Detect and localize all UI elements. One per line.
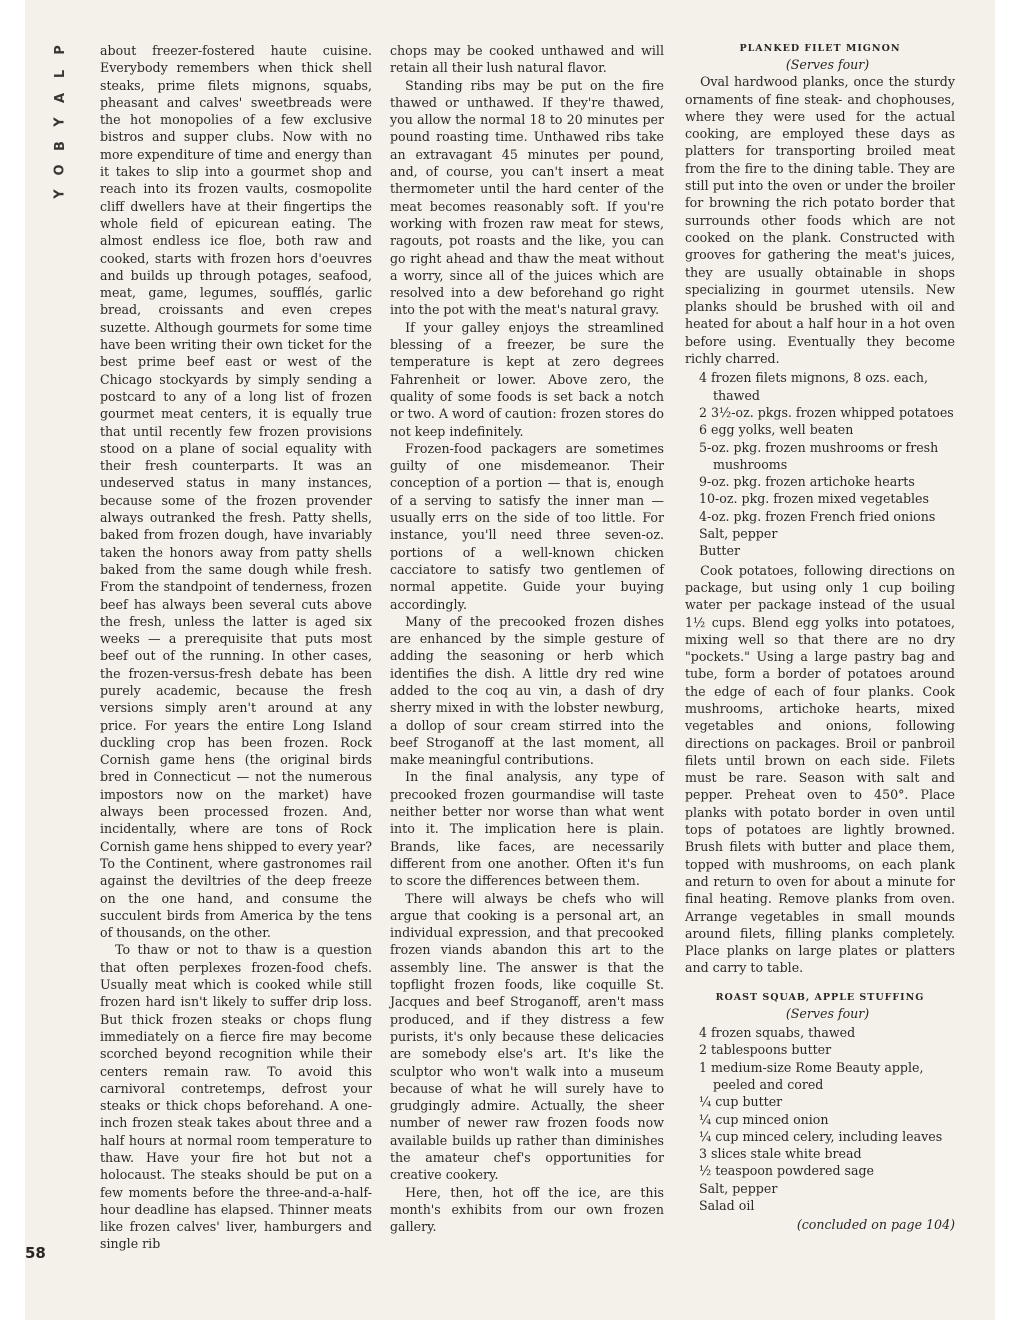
ingredient: ¼ cup minced celery, including leaves [699, 1128, 943, 1144]
masthead [25, 38, 97, 206]
recipe-roast-squab [685, 991, 955, 1234]
masthead-letter: Y [52, 117, 68, 127]
paragraph: There will always be chefs who will argue that cooking is a personal art, an individual expression, and that precooked frozen viands abandon this art to the assembly line. The answer is that the topflight frozen foods, like coquille St. Jacques and beef Stroganoff, aren't mass produced, and if they distress a few purists, it's only because these delicacies are somebody else's art. It's like the sculptor who won't walk into a museum because of what he will surely have to grudgingly admire. Actually, the sheer number of newer raw frozen foods now available builds up rather than diminishes the amateur chef's opportunities for creative cookery. [390, 890, 664, 1183]
masthead-letter: O [53, 164, 68, 176]
ingredient: 6 egg yolks, well beaten [699, 422, 854, 438]
ingredient: 5-oz. pkg. frozen mushrooms or fresh mushrooms [699, 439, 939, 472]
ingredient: 1 medium-size Rome Beauty apple, peeled and cored [699, 1059, 924, 1092]
ingredient: 2 tablespoons butter [699, 1042, 832, 1058]
ingredient: 9-oz. pkg. frozen artichoke hearts [699, 474, 915, 490]
masthead-letter: L [52, 69, 68, 79]
masthead-letter: P [53, 45, 68, 55]
ingredient: 10-oz. pkg. frozen mixed vegetables [699, 491, 929, 507]
recipe-directions: Cook potatoes, following directions on package, but using only 1 cup boiling water per package instead of the usual 1½ cups. Blend egg yolks into potatoes, mixing well so that there are no dry "pockets." Using a large pastry bag and tube, form a border of potatoes around the edge of each of four planks. Cook mushrooms, artichoke hearts, mixed vegetables and onions, following directions on packages. Broil or panbroil filets until brown on each side. Filets must be rare. Season with salt and pepper. Preheat oven to 450°. Place planks with potato border in oven until tops of potatoes are lightly browned. Brush filets with butter and place them, topped with mushrooms, on each plank and return to oven for about a minute for final heating. Remove planks from oven. Arrange vegetables in small mounds around filets, filling planks completely. Place planks on large plates or platters and carry to table. [685, 562, 955, 976]
page-number: 58 [25, 1244, 46, 1262]
paragraph: Frozen-food packagers are sometimes guilty of one misdemeanor. Their conception of a portion — that is, enough of a serving to satisfy the inner man — usually errs on the side of too little. For instance, you'll need three seven-oz. portions of a well-known chicken cacciatore to satisfy two gentlemen of normal appetite. Guide your buying accordingly. [390, 440, 664, 612]
ingredient: 4 frozen filets mignons, 8 ozs. each, thawed [699, 370, 929, 403]
ingredient: ½ teaspoon powdered sage [699, 1163, 874, 1179]
paragraph: To thaw or not to thaw is a question that often perplexes frozen-food chefs. Usually meat which is cooked while still frozen hard isn't likely to suffer drip loss. But thick frozen steaks or chops flung immediately on a fierce fire may become scorched beyond recognition while their centers remain raw. To avoid this carnivoral contretemps, defrost your steaks or thick chops beforehand. A one-inch frozen steak takes about three and a half hours at normal room temperature to thaw. Have your fire hot but not a holocaust. The steaks should be put on a few moments before the three-and-a-half-hour deadline has elapsed. Thinner meats like frozen calves' liver, hamburgers and single rib [100, 942, 372, 1252]
ingredient: 2 3½-oz. pkgs. frozen whipped potatoes [699, 404, 954, 420]
paragraph: Many of the precooked frozen dishes are enhanced by the simple gesture of adding the seasoning or herb which identifies the dish. A little dry red wine added to the coq au vin, a dash of dry sherry mixed in with the lobster newburg, a dollop of sour cream stirred into the beef Stroganoff at the last moment, all make meaningful contributions. [390, 613, 664, 768]
column-2 [390, 42, 664, 1235]
paragraph: about freezer-fostered haute cuisine. Everybody remembers when thick shell steaks, prime filets mignons, squabs, pheasant and calves' sweetbreads were the hot monopolies of a few exclusive bistros and supper clubs. Now with no more expenditure of time and energy than it takes to slip into a gourmet shop and reach into its frozen vaults, cosmopolite cliff dwellers have at their fingertips the whole field of epicurean eating. The almost endless ice floe, both raw and cooked, starts with frozen hors d'oeuvres and builds up through potages, seafood, meat, game, legumes, soufflés, garlic bread, croissants and even crepes suzette. Although gourmets for some time have been writing their own ticket for the best prime beef east or west of the Chicago stockyards by simply sending a postcard to any of a long list of frozen gourmet meat centers, it is equally true that until recently few frozen provisions stood on a plane of social equality with their fresh counterparts. It was an undeserved status in many instances, because some of the frozen provender always outranked the fresh. Patty shells, baked from frozen dough, have invariably taken the honors away from patty shells baked from the same dough while fresh. From the standpoint of tenderness, frozen beef has always been several cuts above the fresh, unless the latter is aged six weeks — a prerequisite that puts most beef out of the running. In other cases, the frozen-versus-fresh debate has been purely academic, because the fresh versions simply aren't around at any price. For years the entire Long Island duckling crop has been frozen. Rock Cornish game hens (the original birds bred in Connecticut — not the numerous impostors now on the market) have always been processed frozen. And, incidentally, where are tons of Rock Cornish game hens shipped to every year? To the Continent, where gastronomes rail against the deviltries of the deep freeze on the one hand, and consume the succulent birds from America by the tens of thousands, on the other. [100, 43, 372, 941]
masthead-letter: B [52, 141, 68, 151]
paragraph: If your galley enjoys the streamlined blessing of a freezer, be sure the temperature is kept at zero degrees Fahrenheit or lower. Above zero, the quality of some foods is set back a notch or two. A word of caution: frozen stores do not keep indefinitely. [390, 319, 664, 439]
ingredient: Salt, pepper [699, 1180, 778, 1196]
ingredient: ¼ cup butter [699, 1094, 783, 1110]
paragraph: In the final analysis, any type of precooked frozen gourmandise will taste neither better nor worse than what went into it. The implication here is plain. Brands, like faces, are necessarily different from one another. Often it's fun to score the differences between them. [390, 769, 664, 889]
ingredient: 4 frozen squabs, thawed [699, 1025, 856, 1041]
ingredient: Salad oil [699, 1198, 755, 1213]
ingredient: ¼ cup minced onion [699, 1111, 829, 1127]
recipe-title: ROAST SQUAB, APPLE STUFFING [715, 991, 925, 1003]
ingredient: 3 slices stale white bread [699, 1146, 862, 1162]
continued-note: (concluded on page 104) [796, 1217, 955, 1233]
recipe-serves: (Serves four) [785, 57, 870, 72]
recipe-serves: (Serves four) [785, 1005, 870, 1021]
ingredient: Salt, pepper [699, 526, 778, 542]
recipe-planked-filet-mignon [685, 42, 955, 977]
magazine-page [25, 0, 995, 1320]
masthead-letter: Y [52, 189, 68, 199]
ingredient-list [685, 1024, 955, 1214]
ingredient-list [685, 369, 955, 559]
paragraph: Standing ribs may be put on the fire thawed or unthawed. If they're thawed, you allow the normal 18 to 20 minutes per pound roasting time. Unthawed ribs take an extravagant 45 minutes per pound, and, of course, you can't insert a meat thermometer until the hard center of the meat becomes reasonably soft. If you're working with frozen raw meat for stews, ragouts, pot roasts and the like, you can go right ahead and thaw the meat without a worry, since all of the juices which are resolved into a dew beforehand go right into the pot with the meat's natural gravy. [390, 77, 664, 318]
column-3 [685, 42, 955, 1234]
ingredient: Butter [699, 543, 740, 559]
paragraph: chops may be cooked unthawed and will retain all their lush natural flavor. [390, 43, 664, 76]
paragraph: Here, then, hot off the ice, are this month's exhibits from our own frozen gallery. [390, 1184, 664, 1235]
recipe-intro: Oval hardwood planks, once the sturdy ornaments of fine steak- and chophouses, where they were used for the actual cooking, are employed these days as platters for transporting broiled meat from the fire to the dining table. They are still put into the oven or under the broiler for browning the rich potato border that surrounds other foods which are not cooked on the plank. Constructed with grooves for gathering the meat's juices, they are usually obtainable in shops specializing in gourmet utensils. New planks should be brushed with oil and heated for about a half hour in a hot oven before using. Eventually they become richly charred. [685, 74, 955, 367]
masthead-letter: A [53, 92, 68, 104]
recipe-title: PLANKED FILET MIGNON [739, 43, 901, 54]
column-1 [100, 42, 372, 1253]
ingredient: 4-oz. pkg. frozen French fried onions [699, 508, 936, 524]
